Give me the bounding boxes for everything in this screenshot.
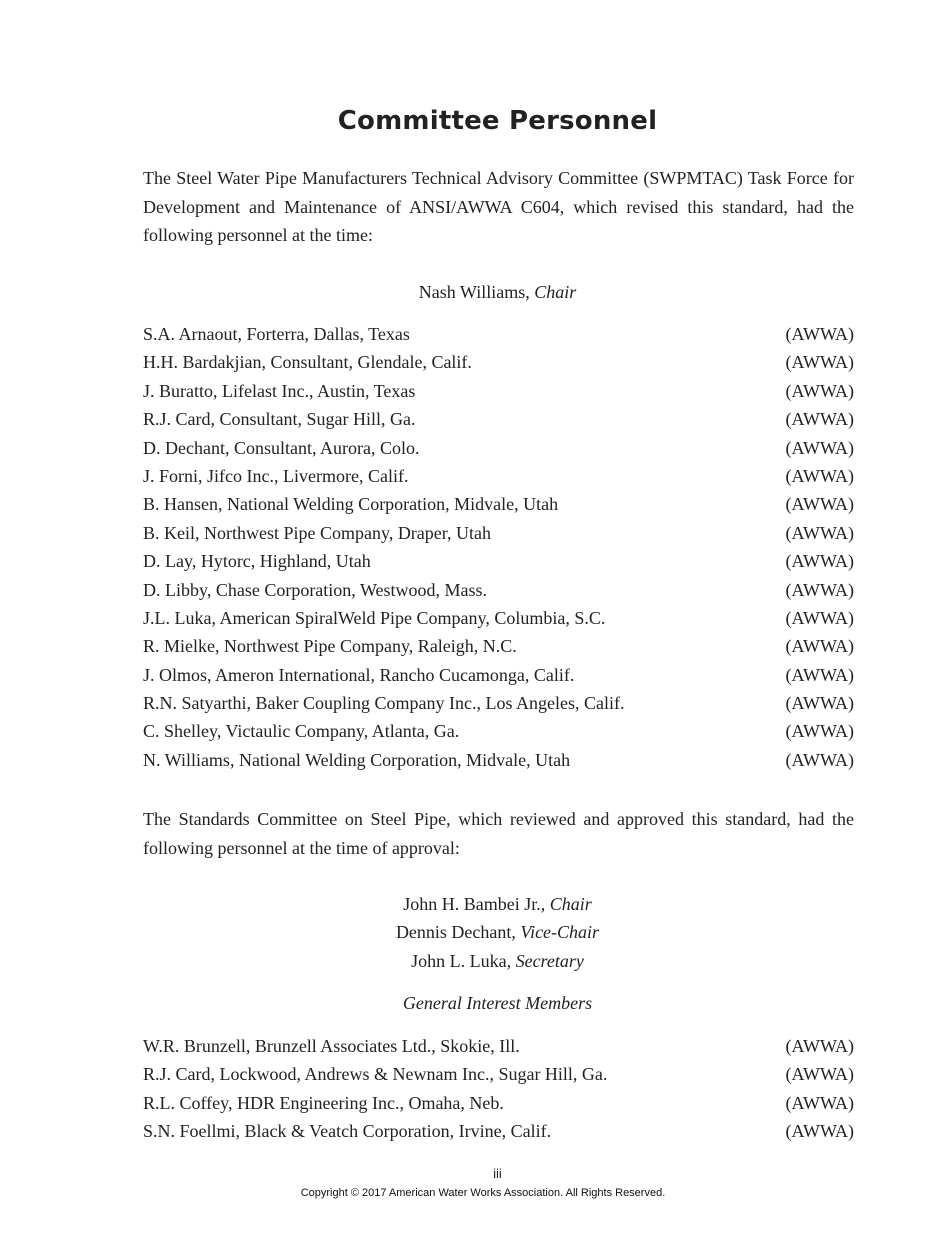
member-name: B. Hansen, National Welding Corporation, Midvale, Utah bbox=[143, 494, 559, 515]
member-affiliation: (AWWA) bbox=[785, 522, 854, 543]
list-item bbox=[143, 519, 854, 547]
list-item bbox=[143, 490, 854, 518]
member-affiliation: (AWWA) bbox=[785, 1064, 854, 1085]
task-force-chair bbox=[0, 278, 950, 307]
member-affiliation: (AWWA) bbox=[785, 1121, 854, 1142]
list-item bbox=[143, 604, 854, 632]
task-force-member-list bbox=[143, 320, 854, 774]
member-affiliation: (AWWA) bbox=[785, 409, 854, 430]
member-affiliation: (AWWA) bbox=[785, 551, 854, 572]
officer-role: Vice-Chair bbox=[520, 922, 600, 942]
member-affiliation: (AWWA) bbox=[785, 465, 854, 486]
list-item bbox=[143, 348, 854, 376]
section-heading-text: General Interest Members bbox=[402, 993, 593, 1013]
list-item bbox=[143, 717, 854, 745]
member-name: W.R. Brunzell, Brunzell Associates Ltd., Skokie, Ill. bbox=[143, 1036, 520, 1056]
copyright-notice: Copyright © 2017 American Water Works Association. All Rights Reserved. bbox=[300, 1187, 666, 1199]
list-item bbox=[143, 632, 854, 660]
member-name: D. Libby, Chase Corporation, Westwood, Mass. bbox=[143, 579, 488, 600]
list-item bbox=[143, 746, 854, 774]
member-name: R.J. Card, Lockwood, Andrews & Newnam Inc., Sugar Hill, Ga. bbox=[143, 1064, 608, 1085]
officer-name: John H. Bambei Jr., bbox=[403, 894, 546, 914]
intro-paragraph: The Steel Water Pipe Manufacturers Technical Advisory Committee (SWPMTAC) Task Force for Development and Maintenance of ANSI/AWWA C604, which revised this standard, had the following personnel at the time: bbox=[143, 168, 854, 245]
officer-name: Dennis Dechant, bbox=[395, 922, 516, 942]
officer-role: Secretary bbox=[515, 951, 584, 971]
member-name: N. Williams, National Welding Corporation, Midvale, Utah bbox=[143, 749, 571, 770]
member-affiliation: (AWWA) bbox=[785, 721, 854, 742]
member-affiliation: (AWWA) bbox=[785, 664, 854, 685]
member-affiliation: (AWWA) bbox=[785, 437, 854, 458]
member-name: S.N. Foellmi, Black & Veatch Corporation, Irvine, Calif. bbox=[143, 1121, 552, 1142]
member-affiliation: (AWWA) bbox=[785, 1092, 854, 1113]
member-affiliation: (AWWA) bbox=[785, 607, 854, 628]
member-name: R. Mielke, Northwest Pipe Company, Raleigh, N.C. bbox=[143, 636, 517, 657]
member-name: J. Forni, Jifco Inc., Livermore, Calif. bbox=[143, 465, 409, 486]
list-item bbox=[143, 576, 854, 604]
member-name: C. Shelley, Victaulic Company, Atlanta, Ga. bbox=[143, 721, 460, 742]
section-heading bbox=[0, 989, 950, 1018]
member-name: H.H. Bardakjian, Consultant, Glendale, Calif. bbox=[143, 352, 472, 373]
task-force-chair-role: Chair bbox=[534, 282, 577, 302]
officer-role: Chair bbox=[549, 894, 592, 914]
list-item bbox=[143, 462, 854, 490]
list-item bbox=[143, 661, 854, 689]
member-affiliation: (AWWA) bbox=[785, 693, 854, 714]
member-affiliation: (AWWA) bbox=[785, 494, 854, 515]
list-item bbox=[143, 405, 854, 433]
page-number: iii bbox=[493, 1166, 502, 1181]
member-affiliation: (AWWA) bbox=[785, 1036, 854, 1056]
list-item bbox=[143, 1060, 854, 1088]
member-name: B. Keil, Northwest Pipe Company, Draper, Utah bbox=[143, 522, 492, 543]
member-name: R.L. Coffey, HDR Engineering Inc., Omaha, Neb. bbox=[143, 1092, 504, 1113]
member-name: R.N. Satyarthi, Baker Coupling Company Inc., Los Angeles, Calif. bbox=[143, 693, 625, 714]
list-item bbox=[143, 320, 854, 348]
member-name: J. Olmos, Ameron International, Rancho Cucamonga, Calif. bbox=[143, 664, 575, 685]
member-affiliation: (AWWA) bbox=[785, 749, 854, 770]
general-interest-member-list bbox=[143, 1032, 854, 1146]
task-force-chair-name: Nash Williams, bbox=[418, 282, 530, 302]
member-affiliation: (AWWA) bbox=[785, 380, 854, 401]
member-name: J. Buratto, Lifelast Inc., Austin, Texas bbox=[143, 380, 416, 401]
list-item bbox=[143, 1089, 854, 1117]
list-item bbox=[143, 1032, 854, 1060]
page-title: Committee Personnel bbox=[337, 106, 658, 136]
member-affiliation: (AWWA) bbox=[785, 352, 854, 373]
member-affiliation: (AWWA) bbox=[785, 636, 854, 657]
member-name: J.L. Luka, American SpiralWeld Pipe Company, Columbia, S.C. bbox=[143, 607, 606, 628]
list-item bbox=[143, 689, 854, 717]
standards-paragraph: The Standards Committee on Steel Pipe, which reviewed and approved this standard, had the following personnel at the time of approval: bbox=[143, 809, 854, 858]
member-affiliation: (AWWA) bbox=[785, 579, 854, 600]
officer-name: John L. Luka, bbox=[411, 951, 512, 971]
member-name: S.A. Arnaout, Forterra, Dallas, Texas bbox=[143, 324, 410, 344]
officer-secretary bbox=[0, 947, 950, 976]
officer-chair bbox=[0, 890, 950, 919]
member-name: D. Lay, Hytorc, Highland, Utah bbox=[143, 551, 371, 572]
list-item bbox=[143, 1117, 854, 1145]
list-item bbox=[143, 434, 854, 462]
member-name: R.J. Card, Consultant, Sugar Hill, Ga. bbox=[143, 409, 416, 430]
officer-vice-chair bbox=[0, 918, 950, 947]
member-name: D. Dechant, Consultant, Aurora, Colo. bbox=[143, 437, 420, 458]
list-item bbox=[143, 377, 854, 405]
member-affiliation: (AWWA) bbox=[785, 324, 854, 344]
list-item bbox=[143, 547, 854, 575]
